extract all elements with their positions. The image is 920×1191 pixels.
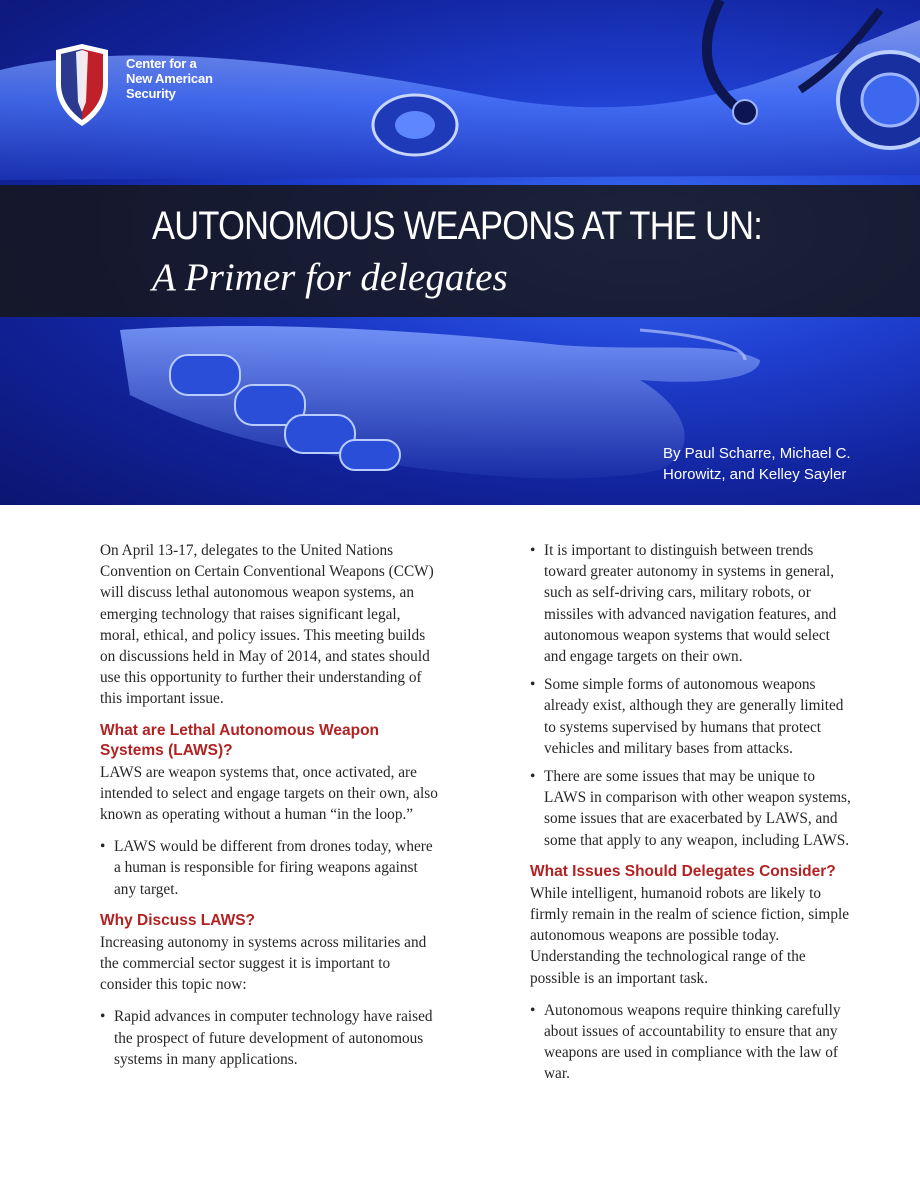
bullet-list <box>100 836 440 900</box>
logo-line-1: Center for a <box>126 56 197 71</box>
section-heading-issues: What Issues Should Delegates Consider? <box>530 862 836 880</box>
bullet-list <box>530 540 852 851</box>
bullet-icon: • <box>530 676 536 694</box>
cover-hero <box>0 0 920 505</box>
list-item <box>100 836 440 900</box>
bullet-icon: • <box>530 542 536 559</box>
shield-icon <box>50 42 114 128</box>
bullet-list <box>100 1006 440 1070</box>
byline-line-1: By Paul Scharre, Michael C. <box>663 445 851 462</box>
list-item <box>530 674 852 759</box>
bullet-list <box>530 1000 852 1085</box>
list-item-text: Rapid advances in computer technology have raised the prospect of future development of autonomous systems in many applications. <box>114 1008 433 1068</box>
logo-line-3: Security <box>126 86 176 101</box>
list-item-text: Autonomous weapons require thinking carefully about issues of accountability to ensure that any weapons are used in compliance with the law of war. <box>544 1001 841 1083</box>
bullet-icon: • <box>100 1008 106 1026</box>
section-heading-why-discuss: Why Discuss LAWS? <box>100 911 256 929</box>
byline <box>663 443 883 485</box>
list-item-text: There are some issues that may be unique to LAWS in comparison with other weapon systems, some issues that are exacerbated by LAWS, and some that apply to any weapon, including LAWS. <box>544 768 851 849</box>
cnas-logo <box>50 42 213 128</box>
list-item <box>100 1006 440 1070</box>
list-item-text: It is important to distinguish between trends toward greater autonomy in systems in general, such as self-driving cars, military robots, or missiles with advanced navigation features, and autonomous weapon systems that would select and engage targets on their own. <box>544 542 837 666</box>
list-item-text: Some simple forms of autonomous weapons already exist, although they are generally limited to systems supervised by humans that protect vehicles and military bases from attacks. <box>544 676 844 757</box>
logo-line-2: New American <box>126 71 213 86</box>
page-title: AUTONOMOUS WEAPONS AT THE UN: <box>152 204 763 248</box>
right-column <box>530 540 852 1096</box>
list-item <box>530 1000 852 1085</box>
list-item-text: LAWS would be different from drones today, where a human is responsible for firing weapons against any target. <box>114 838 433 898</box>
intro-paragraph: On April 13-17, delegates to the United Nations Convention on Certain Conventional Weapons (CCW) will discuss lethal autonomous weapon systems, an emerging technology that raises significant legal, moral, ethical, and policy issues. This meeting builds on discussions held in May of 2014, and states should use this opportunity to further their understanding of this important issue. <box>100 542 434 708</box>
section-body-what-are-laws: LAWS are weapon systems that, once activated, are intended to select and engage targets on their own, also known as operating without a human “in the loop.” <box>100 763 438 824</box>
logo-wordmark <box>126 56 213 101</box>
bullet-icon: • <box>100 838 106 856</box>
page-subtitle: A Primer for delegates <box>152 256 508 299</box>
list-item <box>530 766 852 851</box>
section-body-why-discuss: Increasing autonomy in systems across militaries and the commercial sector suggest it is important to consider this topic now: <box>100 933 427 994</box>
left-column <box>100 540 440 1081</box>
byline-line-2: Horowitz, and Kelley Sayler <box>663 466 847 483</box>
list-item <box>530 540 852 667</box>
bullet-icon: • <box>530 768 536 786</box>
section-heading-what-are-laws: What are Lethal Autonomous Weapon Systems (LAWS)? <box>100 721 380 759</box>
section-body-issues: While intelligent, humanoid robots are likely to firmly remain in the realm of science fiction, simple autonomous weapons are possible today. Understanding the technological range of the possible is an important task. <box>530 884 850 987</box>
bullet-icon: • <box>530 1001 536 1019</box>
title-band <box>0 185 920 317</box>
